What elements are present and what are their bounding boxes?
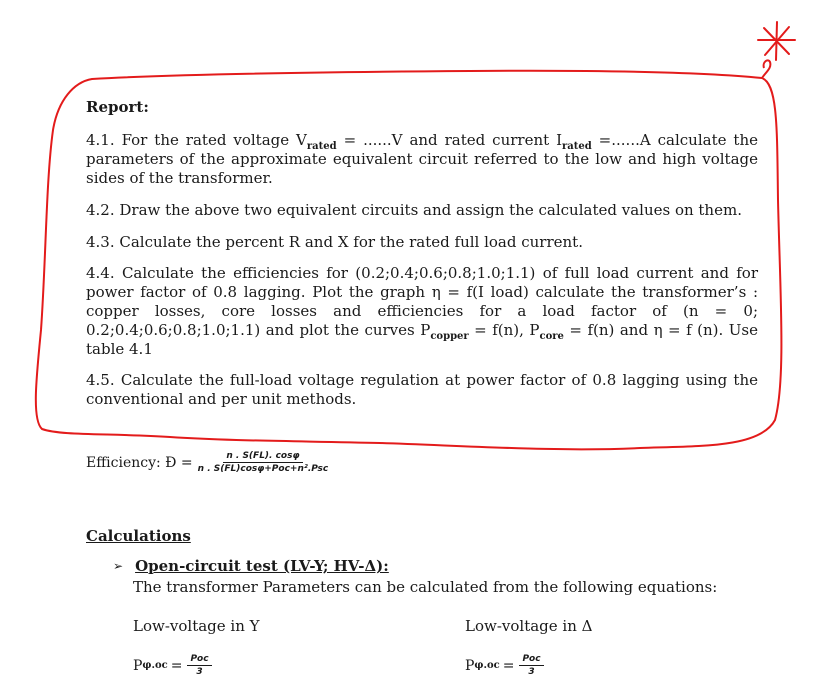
phase-power-fraction-left: $\frac{\text{Poc}}{3}$ bbox=[187, 654, 211, 677]
report-item-4-3: 4.3. Calculate the percent R and X for the rated full load current. bbox=[86, 233, 583, 251]
efficiency-formula bbox=[86, 451, 331, 474]
report-item-4-5: 4.5. Calculate the full-load voltage regulation at power factor of 0.8 lagging using the conventional and per unit methods. bbox=[86, 371, 758, 408]
low-voltage-delta-label: Low-voltage in Δ bbox=[465, 617, 593, 635]
phase-power-formula-right: P φ.oc = $\frac{\text{Poc}}{3}$ bbox=[465, 654, 544, 677]
efficiency-label: Efficiency: Ɖ = bbox=[86, 454, 193, 471]
phase-power-formula-left: P φ.oc = $\frac{\text{Poc}}{3}$ bbox=[133, 654, 212, 677]
phase-power-fraction-right: $\frac{\text{Poc}}{3}$ bbox=[519, 654, 543, 677]
red-loop-tail bbox=[762, 60, 770, 78]
report-title: Report: bbox=[86, 98, 149, 116]
low-voltage-y-label: Low-voltage in Y bbox=[133, 617, 260, 635]
efficiency-denominator: n . S(FL)cosφ+Poc+n².Psc bbox=[197, 464, 329, 474]
efficiency-numerator: n . S(FL). cosφ bbox=[223, 451, 302, 463]
report-item-4-4: 4.4. Calculate the efficiencies for (0.2;0.4;0.6;0.8;1.0;1.1) of full load current and for power factor of 0.8 lagging. Plot the graph η = f(I load) calculate the transformer’s : copper losses, core losses and efficiencies for a load factor of (n = 0; 0.2;0.4;0.6;0.8;1.0;1.1) and plot the curves $P_{copper} = f(n)$, $P_{core} = f(n)$ and η = f (n). Use table 4.1 bbox=[86, 264, 758, 358]
efficiency-fraction bbox=[195, 451, 332, 474]
open-circuit-heading bbox=[113, 557, 389, 575]
report-item-4-2: 4.2. Draw the above two equivalent circuits and assign the calculated values on them. bbox=[86, 201, 742, 219]
calculations-title: Calculations bbox=[86, 527, 191, 545]
calculations-intro: The transformer Parameters can be calculated from the following equations: bbox=[133, 578, 718, 596]
red-asterisk-icon bbox=[758, 22, 795, 60]
open-circuit-heading-text: Open-circuit test (LV-Y; HV-Δ): bbox=[135, 557, 389, 575]
report-item-4-1: 4.1. For the rated voltage $V_{rated} = ......V$ and rated current $I_{rated} =......A$ calculate the parameters of the approximate equivalent circuit referred to the low and high voltage sides of the transformer. bbox=[86, 131, 758, 187]
arrow-bullet-icon: ➢ bbox=[113, 559, 124, 573]
